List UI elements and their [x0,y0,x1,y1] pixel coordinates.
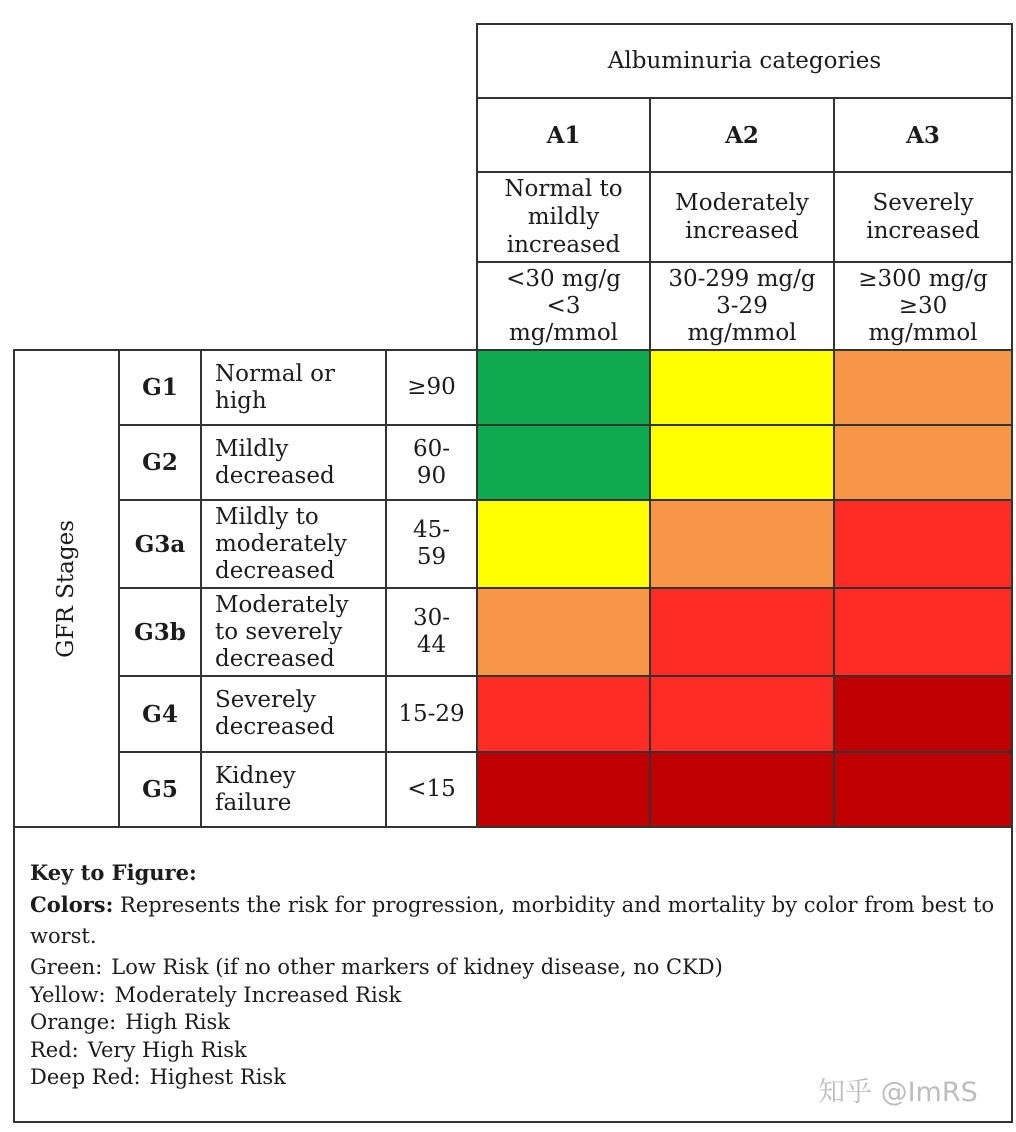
risk-cell-g1-a3 [835,351,1011,424]
gfr-stage-code-g5: G5 [120,753,200,826]
gfr-value-g3b [387,589,476,675]
column-description-a3 [835,173,1011,261]
gfr-value-g1-text: ≥90 [407,374,456,400]
key-colors-text: Represents the risk for progression, morbidity and mortality by color from best to worst. [30,893,995,948]
gfr-stage-description-g3b [202,589,385,675]
risk-cell-g3a-a2 [651,501,833,587]
gfr-stage-code-g4: G4 [120,677,200,751]
column-description-a3-text: Severely increased [866,190,980,244]
gfr-value-g2-text: 60-90 [412,435,451,489]
gfr-value-g2 [387,426,476,499]
column-description-a2-text: Moderately increased [675,190,809,244]
key-item-green [30,954,999,982]
albumin-ratio-mg-mmol-a1: <3 mg/mmol [508,292,619,346]
gfr-value-g5-text: <15 [407,776,456,802]
column-description-a1-text: Normal to mildly increased [504,176,623,258]
gfr-stage-description-g5 [202,753,385,826]
risk-cell-g2-a2 [651,426,833,499]
gfr-stage-description-g3a-text: Mildly to moderately decreased [215,503,347,584]
column-code-a2: A2 [651,99,833,171]
key-item-green-label: Low Risk (if no other markers of kidney disease, no CKD) [111,955,723,979]
gfr-stage-description-g5-text: Kidney failure [215,762,296,816]
albuminuria-header [476,23,1013,351]
column-description-a2 [651,173,833,261]
albumin-ratio-mg-g-a2: 30-299 mg/g [668,265,816,292]
risk-cell-g5-a3 [835,753,1011,826]
albumin-ratio-mg-mmol-a3: ≥30 mg/mmol [868,292,978,346]
gfr-stage-description-g4 [202,677,385,751]
key-item-yellow-label: Moderately Increased Risk [114,982,402,1007]
gfr-stage-code-g3b: G3b [120,589,200,675]
gfr-value-g5 [387,753,476,826]
gfr-stage-description-g2 [202,426,385,499]
gfr-stage-code-g1: G1 [120,351,200,424]
gfr-value-g3a [387,501,476,587]
risk-cell-g5-a2 [651,753,833,826]
risk-cell-g3a-a1 [478,501,649,587]
key-colors-description [30,889,999,952]
key-item-red-label: Very High Risk [87,1037,247,1062]
key-item-orange-label: High Risk [125,1010,230,1034]
key-item-deep-red-label: Highest Risk [149,1065,286,1089]
gfr-stages-label-text: GFR Stages [53,519,79,658]
key-item-red-color: Red: [30,1037,79,1062]
key-item-orange-color: Orange: [30,1010,117,1034]
key-item-red [30,1037,999,1065]
gfr-stage-description-g1-text: Normal or high [215,360,335,414]
risk-cell-g2-a3 [835,426,1011,499]
key-item-deep-red-color: Deep Red: [30,1065,141,1089]
gfr-stage-description-g3b-text: Moderately to severely decreased [215,591,349,672]
key-title: Key to Figure: [30,860,197,885]
risk-cell-g3a-a3 [835,501,1011,587]
albumin-ratio-mg-mmol-a2: 3-29 mg/mmol [687,292,797,346]
albumin-ratio-mg-g-a1: <30 mg/g [506,265,621,292]
gfr-stage-description-g3a [202,501,385,587]
key-item-green-color: Green: [30,955,103,979]
gfr-stage-description-g2-text: Mildly decreased [215,435,335,489]
risk-cell-g4-a3 [835,677,1011,751]
column-code-a3: A3 [835,99,1011,171]
albumin-ratio-a3 [835,263,1011,349]
risk-cell-g2-a1 [478,426,649,499]
key-colors-label: Colors: [30,892,114,917]
risk-cell-g5-a1 [478,753,649,826]
gfr-stage-description-g4-text: Severely decreased [215,687,335,740]
risk-cell-g3b-a2 [651,589,833,675]
key-item-orange [30,1009,999,1037]
risk-cell-g3b-a3 [835,589,1011,675]
column-description-a1 [478,173,649,261]
watermark: 知乎 @ImRS [818,1077,978,1108]
column-code-a1: A1 [478,99,649,171]
risk-cell-g3b-a1 [478,589,649,675]
albumin-ratio-a2 [651,263,833,349]
albumin-ratio-a1 [478,263,649,349]
gfr-value-g3b-text: 30-44 [412,605,451,658]
risk-cell-g1-a2 [651,351,833,424]
gfr-value-g3a-text: 45-59 [412,517,451,570]
risk-cell-g4-a2 [651,677,833,751]
albuminuria-categories-title [478,25,1011,97]
gfr-stage-code-g3a: G3a [120,501,200,587]
risk-cell-g4-a1 [478,677,649,751]
gfr-value-g4-text: 15-29 [398,700,465,727]
key-item-yellow [30,982,999,1010]
gfr-value-g1 [387,351,476,424]
gfr-stage-code-g2: G2 [120,426,200,499]
gfr-risk-grid [13,349,1013,828]
key-item-yellow-color: Yellow: [30,982,106,1007]
gfr-value-g4 [387,677,476,751]
gfr-stages-label [15,351,118,826]
risk-cell-g1-a1 [478,351,649,424]
albuminuria-categories-title-text: Albuminuria categories [607,47,882,74]
albumin-ratio-mg-g-a3: ≥300 mg/g [858,265,988,292]
gfr-stage-description-g1 [202,351,385,424]
